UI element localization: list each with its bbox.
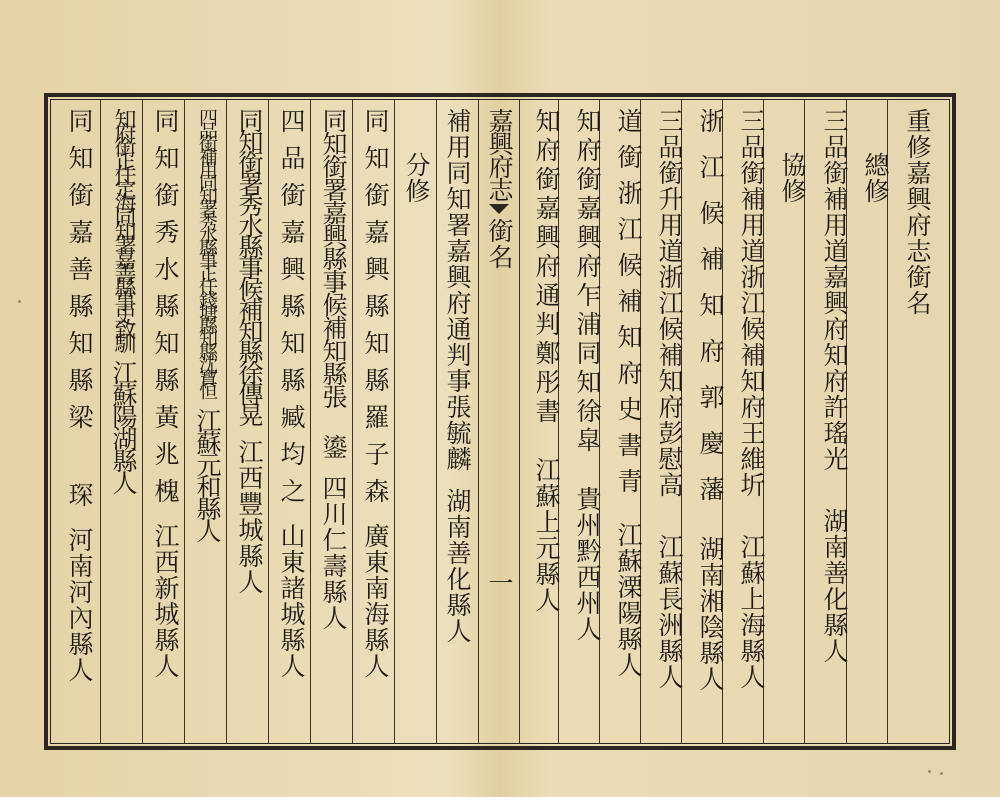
- entry-origin: 湖南湘陰縣人: [696, 536, 725, 692]
- entry-origin: 湖南善化縣人: [443, 488, 472, 644]
- page-number: 一: [485, 570, 514, 596]
- left-entry-column: [437, 108, 477, 728]
- entry-office: 同知銜嘉善縣知縣梁 琛: [65, 108, 94, 519]
- entry-office: 四品銜補用同知署秀水縣事正任錢塘縣知縣沈寶恒: [196, 108, 218, 394]
- fenxiu-entry-column: [103, 108, 143, 728]
- fenxiu-entry-column: [229, 108, 269, 728]
- entry-office: 道銜浙江候補知府史書青: [614, 108, 643, 504]
- entry-office: 同知銜秀水縣知縣黃兆槐: [151, 108, 180, 515]
- xiexiu-heading-column: [772, 108, 812, 728]
- xiexiu-entry-column: [526, 108, 566, 728]
- fenxiu-entry-column: [313, 108, 353, 728]
- xiexiu-entry-column: [731, 108, 771, 728]
- entry-origin: 江蘇陽湖縣人: [109, 360, 138, 492]
- paper-speck: [18, 300, 21, 303]
- fenxiu-entry-column: [145, 108, 185, 728]
- paper-speck: [928, 770, 931, 773]
- entry-origin: 江蘇元和縣人: [193, 408, 222, 540]
- entry-origin: 江蘇上元縣人: [532, 457, 561, 613]
- entry-office: 知府銜嘉興府乍浦同知徐皐: [573, 108, 602, 456]
- entry-office: 知府銜正任定海同知署嘉善縣事史致馴: [111, 108, 136, 346]
- entry-office: 同知銜嘉興縣知縣羅子森: [361, 108, 390, 515]
- entry-office: 知府銜嘉興府通判鄭彤書: [532, 108, 561, 427]
- entry-office: 同知銜署嘉興縣事候補知縣張 鎏: [319, 108, 348, 457]
- entry-office: 浙江候補知府郭慶藩: [696, 108, 725, 522]
- entry-office: 三品銜升用道浙江候補知府彭慰高: [655, 108, 684, 498]
- zongxiu-heading-column: [855, 108, 895, 728]
- xiexiu-entry-column: [649, 108, 689, 728]
- entry-origin: 四川仁壽縣人: [319, 475, 348, 631]
- section-heading-fenxiu: 分修: [402, 152, 431, 204]
- column-rule: [100, 100, 101, 743]
- entry-origin: 河南河內縣人: [65, 527, 94, 683]
- entry-office: 三品銜補用道浙江候補知府王維圻: [737, 108, 766, 498]
- entry-office: 補用同知署嘉興府通判事張毓麟: [443, 108, 472, 472]
- column-rule: [436, 100, 437, 743]
- book-title: 嘉興府志: [485, 108, 514, 200]
- section-heading-zongxiu: 總修: [861, 152, 890, 204]
- entry-origin: 貴州黔西州人: [573, 486, 602, 642]
- entry-origin: 江蘇上海縣人: [737, 534, 766, 690]
- zongxiu-entry-column: [814, 108, 854, 728]
- entry-origin: 廣東南海縣人: [361, 523, 390, 679]
- fenxiu-entry-column: [187, 108, 227, 728]
- entry-origin: 江西豐城縣人: [235, 439, 264, 595]
- entry-office: 三品銜補用道嘉興府知府許瑤光: [820, 108, 849, 472]
- xiexiu-entry-column: [608, 108, 648, 728]
- title-column: [897, 108, 937, 728]
- entry-origin: 江蘇溧陽縣人: [614, 522, 643, 678]
- entry-office: 同知銜署秀水縣事候補知縣徐傳晃: [235, 108, 264, 423]
- xiexiu-entry-column: [567, 108, 607, 728]
- xiexiu-entry-column: [690, 108, 730, 728]
- paper-speck: [940, 772, 943, 775]
- entry-origin: 江蘇長洲縣人: [655, 534, 684, 690]
- section-heading-xiexiu: 協修: [778, 152, 807, 204]
- fishtail-mark-icon: [489, 204, 509, 214]
- fenxiu-entry-column: [355, 108, 395, 728]
- fenxiu-entry-column: [59, 108, 99, 728]
- section-label: 銜名: [485, 218, 514, 270]
- center-band-column: [479, 108, 519, 728]
- fenxiu-heading-column: [396, 108, 436, 728]
- entry-origin: 湖南善化縣人: [820, 508, 849, 664]
- entry-origin: 江西新城縣人: [151, 523, 180, 679]
- entry-origin: 山東諸城縣人: [277, 523, 306, 679]
- fenxiu-entry-column: [271, 108, 311, 728]
- document-title: 重修嘉興府志銜名: [903, 108, 932, 316]
- entry-office: 四品銜嘉興縣知縣臧均之: [277, 108, 306, 515]
